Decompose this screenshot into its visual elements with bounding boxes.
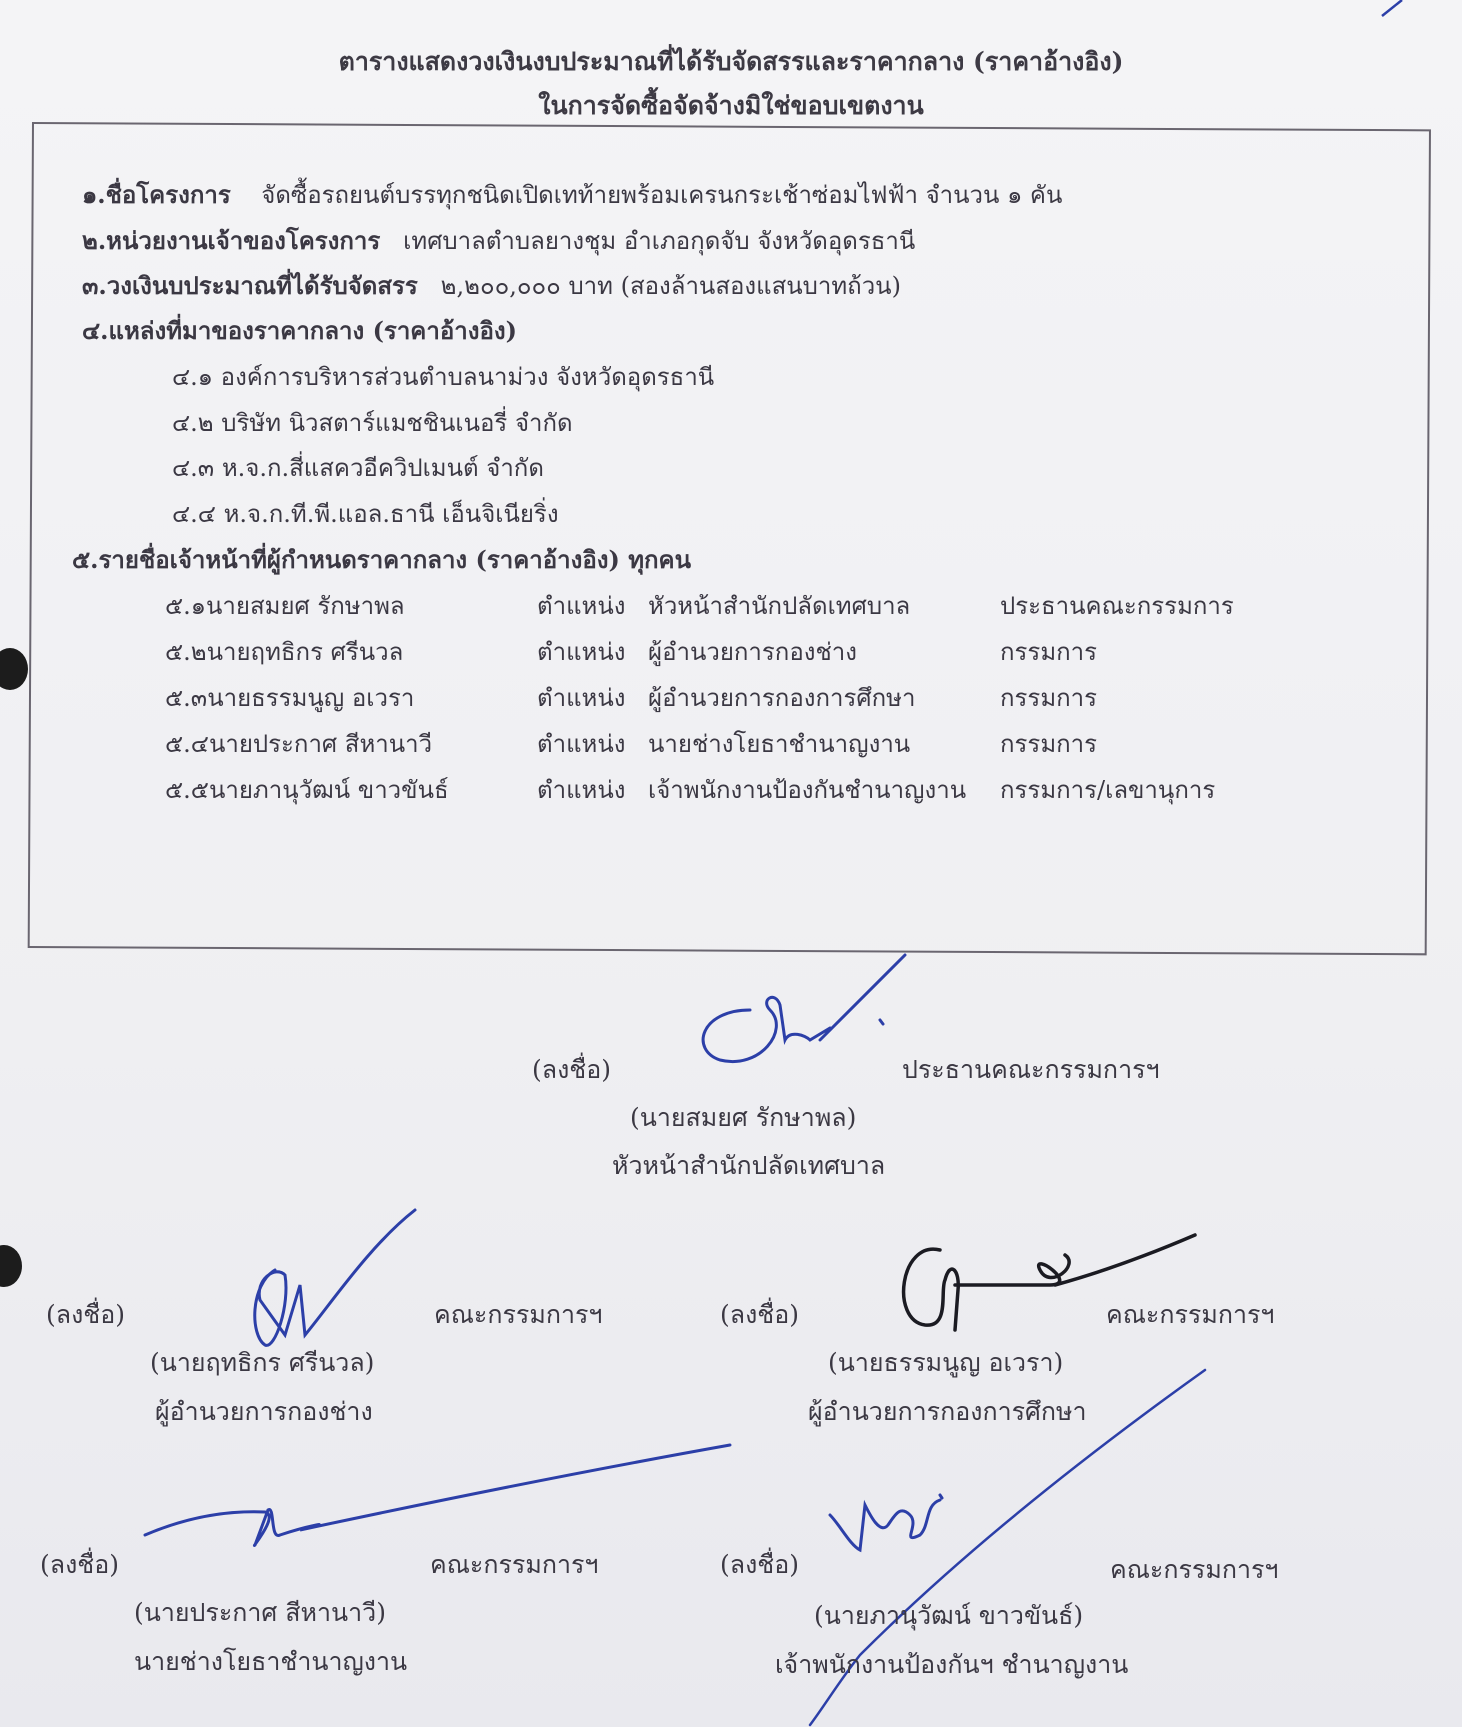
punch-hole <box>0 648 28 690</box>
item-1-label: ๑.ชื่อโครงการ <box>82 180 231 209</box>
document-title: ตารางแสดงวงเงินงบประมาณที่ได้รับจัดสรรและราคากลาง (ราคาอ้างอิง) <box>338 47 1124 76</box>
member-position: นายช่างโยธาชำนาญงาน <box>648 730 911 758</box>
member-name: ๕.๒นายฤทธิกร ศรีนวล <box>165 638 404 666</box>
item-3 <box>82 266 901 305</box>
source-item: ๔.๒ บริษัท นิวสตาร์แมชชินเนอรี่ จำกัด <box>172 409 573 437</box>
sig5-position: เจ้าพนักงานป้องกันฯ ชำนาญงาน <box>775 1650 1129 1679</box>
member-role: กรรมการ/เลขานุการ <box>1000 776 1216 804</box>
chair-sign-label: (ลงชื่อ) <box>532 1055 612 1084</box>
sig4-role: คณะกรรมการฯ <box>430 1550 599 1579</box>
sig2-sign-label: (ลงชื่อ) <box>46 1300 126 1329</box>
member-position: หัวหน้าสำนักปลัดเทศบาล <box>648 592 911 620</box>
chair-name: (นายสมยศ รักษาพล) <box>630 1103 857 1132</box>
item-3-label: ๓.วงเงินบประมาณที่ได้รับจัดสรร <box>82 271 418 300</box>
sig3-position: ผู้อำนวยการกองการศึกษา <box>808 1397 1087 1426</box>
member-position-label: ตำแหน่ง <box>537 730 626 758</box>
item-1 <box>82 175 1062 214</box>
source-item: ๔.๑ องค์การบริหารส่วนตำบลนาม่วง จังหวัดอุดรธานี <box>172 363 715 391</box>
member-name: ๕.๓นายธรรมนูญ อเวรา <box>165 684 415 712</box>
chair-signature-image <box>680 950 940 1080</box>
sig2-position: ผู้อำนวยการกองช่าง <box>155 1397 373 1426</box>
member-role: กรรมการ <box>1000 730 1098 758</box>
sig2-role: คณะกรรมการฯ <box>434 1300 603 1329</box>
sig3-name: (นายธรรมนูญ อเวรา) <box>828 1348 1064 1377</box>
sig3-role: คณะกรรมการฯ <box>1106 1300 1275 1329</box>
punch-hole <box>0 1245 22 1287</box>
member-position-label: ตำแหน่ง <box>537 684 626 712</box>
item-1-value: จัดซื้อรถยนต์บรรทุกชนิดเปิดเทท้ายพร้อมเครนกระเช้าซ่อมไฟฟ้า จำนวน ๑ คัน <box>261 181 1063 209</box>
corner-pen-mark <box>1378 0 1408 18</box>
member-role: ประธานคณะกรรมการ <box>1000 592 1234 620</box>
sig2-name: (นายฤทธิกร ศรีนวล) <box>150 1348 375 1377</box>
member-name: ๕.๔นายประกาศ สีหานาวี <box>165 730 433 758</box>
member-role: กรรมการ <box>1000 684 1098 712</box>
chair-position: หัวหน้าสำนักปลัดเทศบาล <box>612 1151 886 1180</box>
item-2 <box>82 221 915 260</box>
member-role: กรรมการ <box>1000 638 1098 666</box>
member-position: ผู้อำนวยการกองการศึกษา <box>648 684 916 712</box>
sig4-position: นายช่างโยธาชำนาญงาน <box>134 1647 408 1676</box>
item-3-value: ๒,๒๐๐,๐๐๐ บาท (สองล้านสองแสนบาทถ้วน) <box>440 272 901 300</box>
member-name: ๕.๑นายสมยศ รักษาพล <box>165 592 405 620</box>
item-2-label: ๒.หน่วยงานเจ้าของโครงการ <box>82 226 381 255</box>
source-item: ๔.๓ ห.จ.ก.สี่แสควอีควิปเมนต์ จำกัด <box>172 454 544 482</box>
member-name: ๕.๕นายภานุวัฒน์ ขาวขันธ์ <box>165 776 449 804</box>
sig4-name: (นายประกาศ สีหานาวี) <box>134 1598 386 1627</box>
member-position-label: ตำแหน่ง <box>537 638 626 666</box>
item-2-value: เทศบาลตำบลยางชุม อำเภอกุดจับ จังหวัดอุดรธานี <box>403 227 916 255</box>
sig4-sign-label: (ลงชื่อ) <box>40 1550 120 1579</box>
document-subtitle: ในการจัดซื้อจัดจ้างมิใช่ขอบเขตงาน <box>538 91 924 120</box>
member-position-label: ตำแหน่ง <box>537 776 626 804</box>
member-position: ผู้อำนวยการกองช่าง <box>648 638 857 666</box>
sig2-signature-image <box>230 1205 430 1355</box>
chair-role: ประธานคณะกรรมการฯ <box>902 1055 1160 1084</box>
item-4-label: ๔.แหล่งที่มาของราคากลาง (ราคาอ้างอิง) <box>82 316 517 345</box>
item-5-label: ๕.รายชื่อเจ้าหน้าที่ผู้กำหนดราคากลาง (ราคาอ้างอิง) ทุกคน <box>72 545 692 574</box>
sig3-sign-label: (ลงชื่อ) <box>720 1300 800 1329</box>
member-position: เจ้าพนักงานป้องกันชำนาญงาน <box>648 776 967 804</box>
source-item: ๔.๔ ห.จ.ก.ที.พี.แอล.ธานี เอ็นจิเนียริ่ง <box>172 500 559 528</box>
sig5-role: คณะกรรมการฯ <box>1110 1555 1279 1584</box>
sig5-sign-label: (ลงชื่อ) <box>720 1550 800 1579</box>
sig4-signature-image <box>140 1440 740 1560</box>
member-position-label: ตำแหน่ง <box>537 592 626 620</box>
sig5-name: (นายภานุวัฒน์ ขาวขันธ์) <box>814 1601 1084 1630</box>
